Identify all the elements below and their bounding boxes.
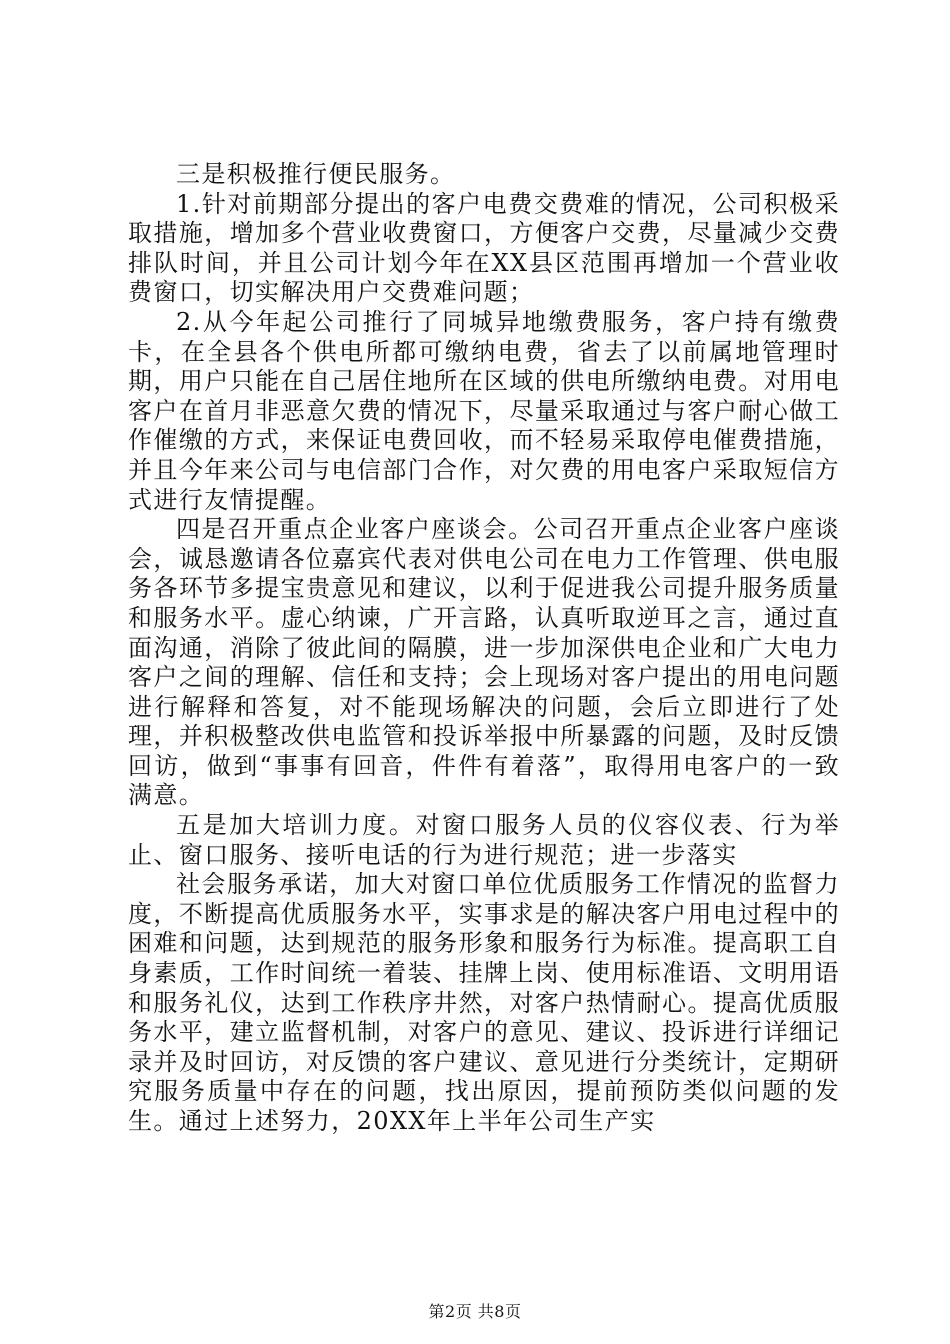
paragraph-training: 五是加大培训力度。对窗口服务人员的仪容仪表、行为举止、窗口服务、接听电话的行为进行规范；进一步落实: [128, 811, 840, 869]
document-body: [128, 160, 840, 1137]
paragraph-service-commitment: 社会服务承诺，加大对窗口单位优质服务工作情况的监督力度，不断提高优质服务水平，实事求是的解决客户用电过程中的困难和问题，达到规范的服务形象和服务行为标准。提高职工自身素质，工作时间统一着装、挂牌上岗、使用标准语、文明用语和服务礼仪，达到工作秩序井然，对客户热情耐心。提高优质服务水平，建立监督机制，对客户的意见、建议、投诉进行详细记录并及时回访，对反馈的客户建议、意见进行分类统计，定期研究服务质量中存在的问题，找出原因，提前预防类似问题的发生。通过上述努力，20XX年上半年公司生产实: [128, 870, 840, 1135]
paragraph-customer-forum: 四是召开重点企业客户座谈会。公司召开重点企业客户座谈会，诚恳邀请各位嘉宾代表对供电公司在电力工作管理、供电服务各环节多提宝贵意见和建议，以利于促进我公司提升服务质量和服务水平。虚心纳谏，广开言路，认真听取逆耳之言，通过直面沟通，消除了彼此间的隔膜，进一步加深供电企业和广大电力客户之间的理解、信任和支持；会上现场对客户提出的用电问题进行解释和答复，对不能现场解决的问题，会后立即进行了处理，并积极整改供电监管和投诉举报中所暴露的问题，及时反馈回访，做到“事事有回音，件件有着落”，取得用电客户的一致满意。: [128, 515, 840, 810]
paragraph-service-convenience-heading: 三是积极推行便民服务。: [176, 160, 456, 188]
page-number-footer: 第2页 共8页: [428, 1302, 522, 1321]
paragraph-payment-windows: 1.针对前期部分提出的客户电费交费难的情况，公司积极采取措施，增加多个营业收费窗口，方便客户交费，尽量减少交费排队时间，并且公司计划今年在XX县区范围再增加一个营业收费窗口，切实解决用户交费难问题；: [128, 189, 840, 307]
paragraph-remote-payment: 2.从今年起公司推行了同城异地缴费服务，客户持有缴费卡，在全县各个供电所都可缴纳电费，省去了以前属地管理时期，用户只能在自己居住地所在区域的供电所缴纳电费。对用电客户在首月非恶意欠费的情况下，尽量采取通过与客户耐心做工作催缴的方式，来保证电费回收，而不轻易采取停电催费措施，并且今年来公司与电信部门合作，对欠费的用电客户采取短信方式进行友情提醒。: [128, 307, 840, 514]
